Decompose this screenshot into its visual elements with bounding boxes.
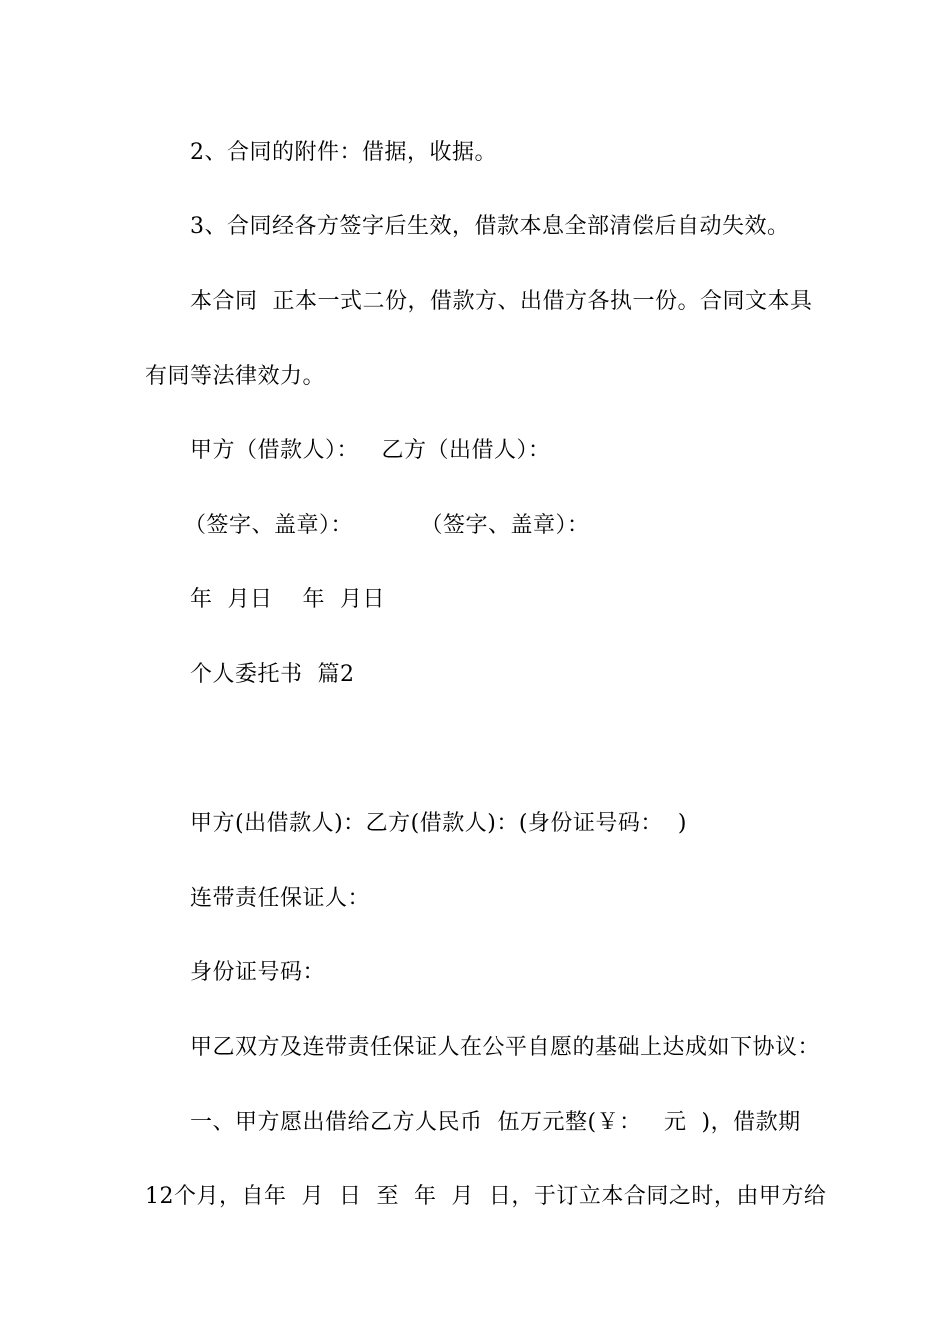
id-number-line: 身份证号码：: [190, 960, 326, 985]
clause-effectiveness: 3、合同经各方签字后生效，借款本息全部清偿后自动失效。: [190, 214, 790, 239]
signature-labels: （签字、盖章）： （签字、盖章）：: [184, 513, 590, 538]
loan-clause-continued: 12个月，自年 月 日 至 年 月 日，于订立本合同之时，由甲方给: [145, 1184, 827, 1209]
paragraph-copies: 本合同 正本一式二份，借款方、出借方各执一份。合同文本具: [190, 289, 813, 314]
section-heading: 个人委托书 篇2: [190, 662, 355, 687]
agreement-intro: 甲乙双方及连带责任保证人在公平自愿的基础上达成如下协议：: [190, 1035, 821, 1060]
guarantor-line: 连带责任保证人：: [190, 886, 371, 911]
loan-clause: 一、甲方愿出借给乙方人民币 伍万元整(￥： 元 )，借款期: [190, 1110, 801, 1135]
clause-attachments: 2、合同的附件：借据，收据。: [190, 140, 497, 165]
parties-line: 甲方(出借款人)：乙方(借款人)：(身份证号码： ): [190, 811, 687, 836]
paragraph-copies-continued: 有同等法律效力。: [145, 364, 326, 389]
party-labels: 甲方（借款人）： 乙方（出借人）：: [190, 438, 551, 463]
date-line: 年 月日 年 月日: [190, 587, 385, 612]
